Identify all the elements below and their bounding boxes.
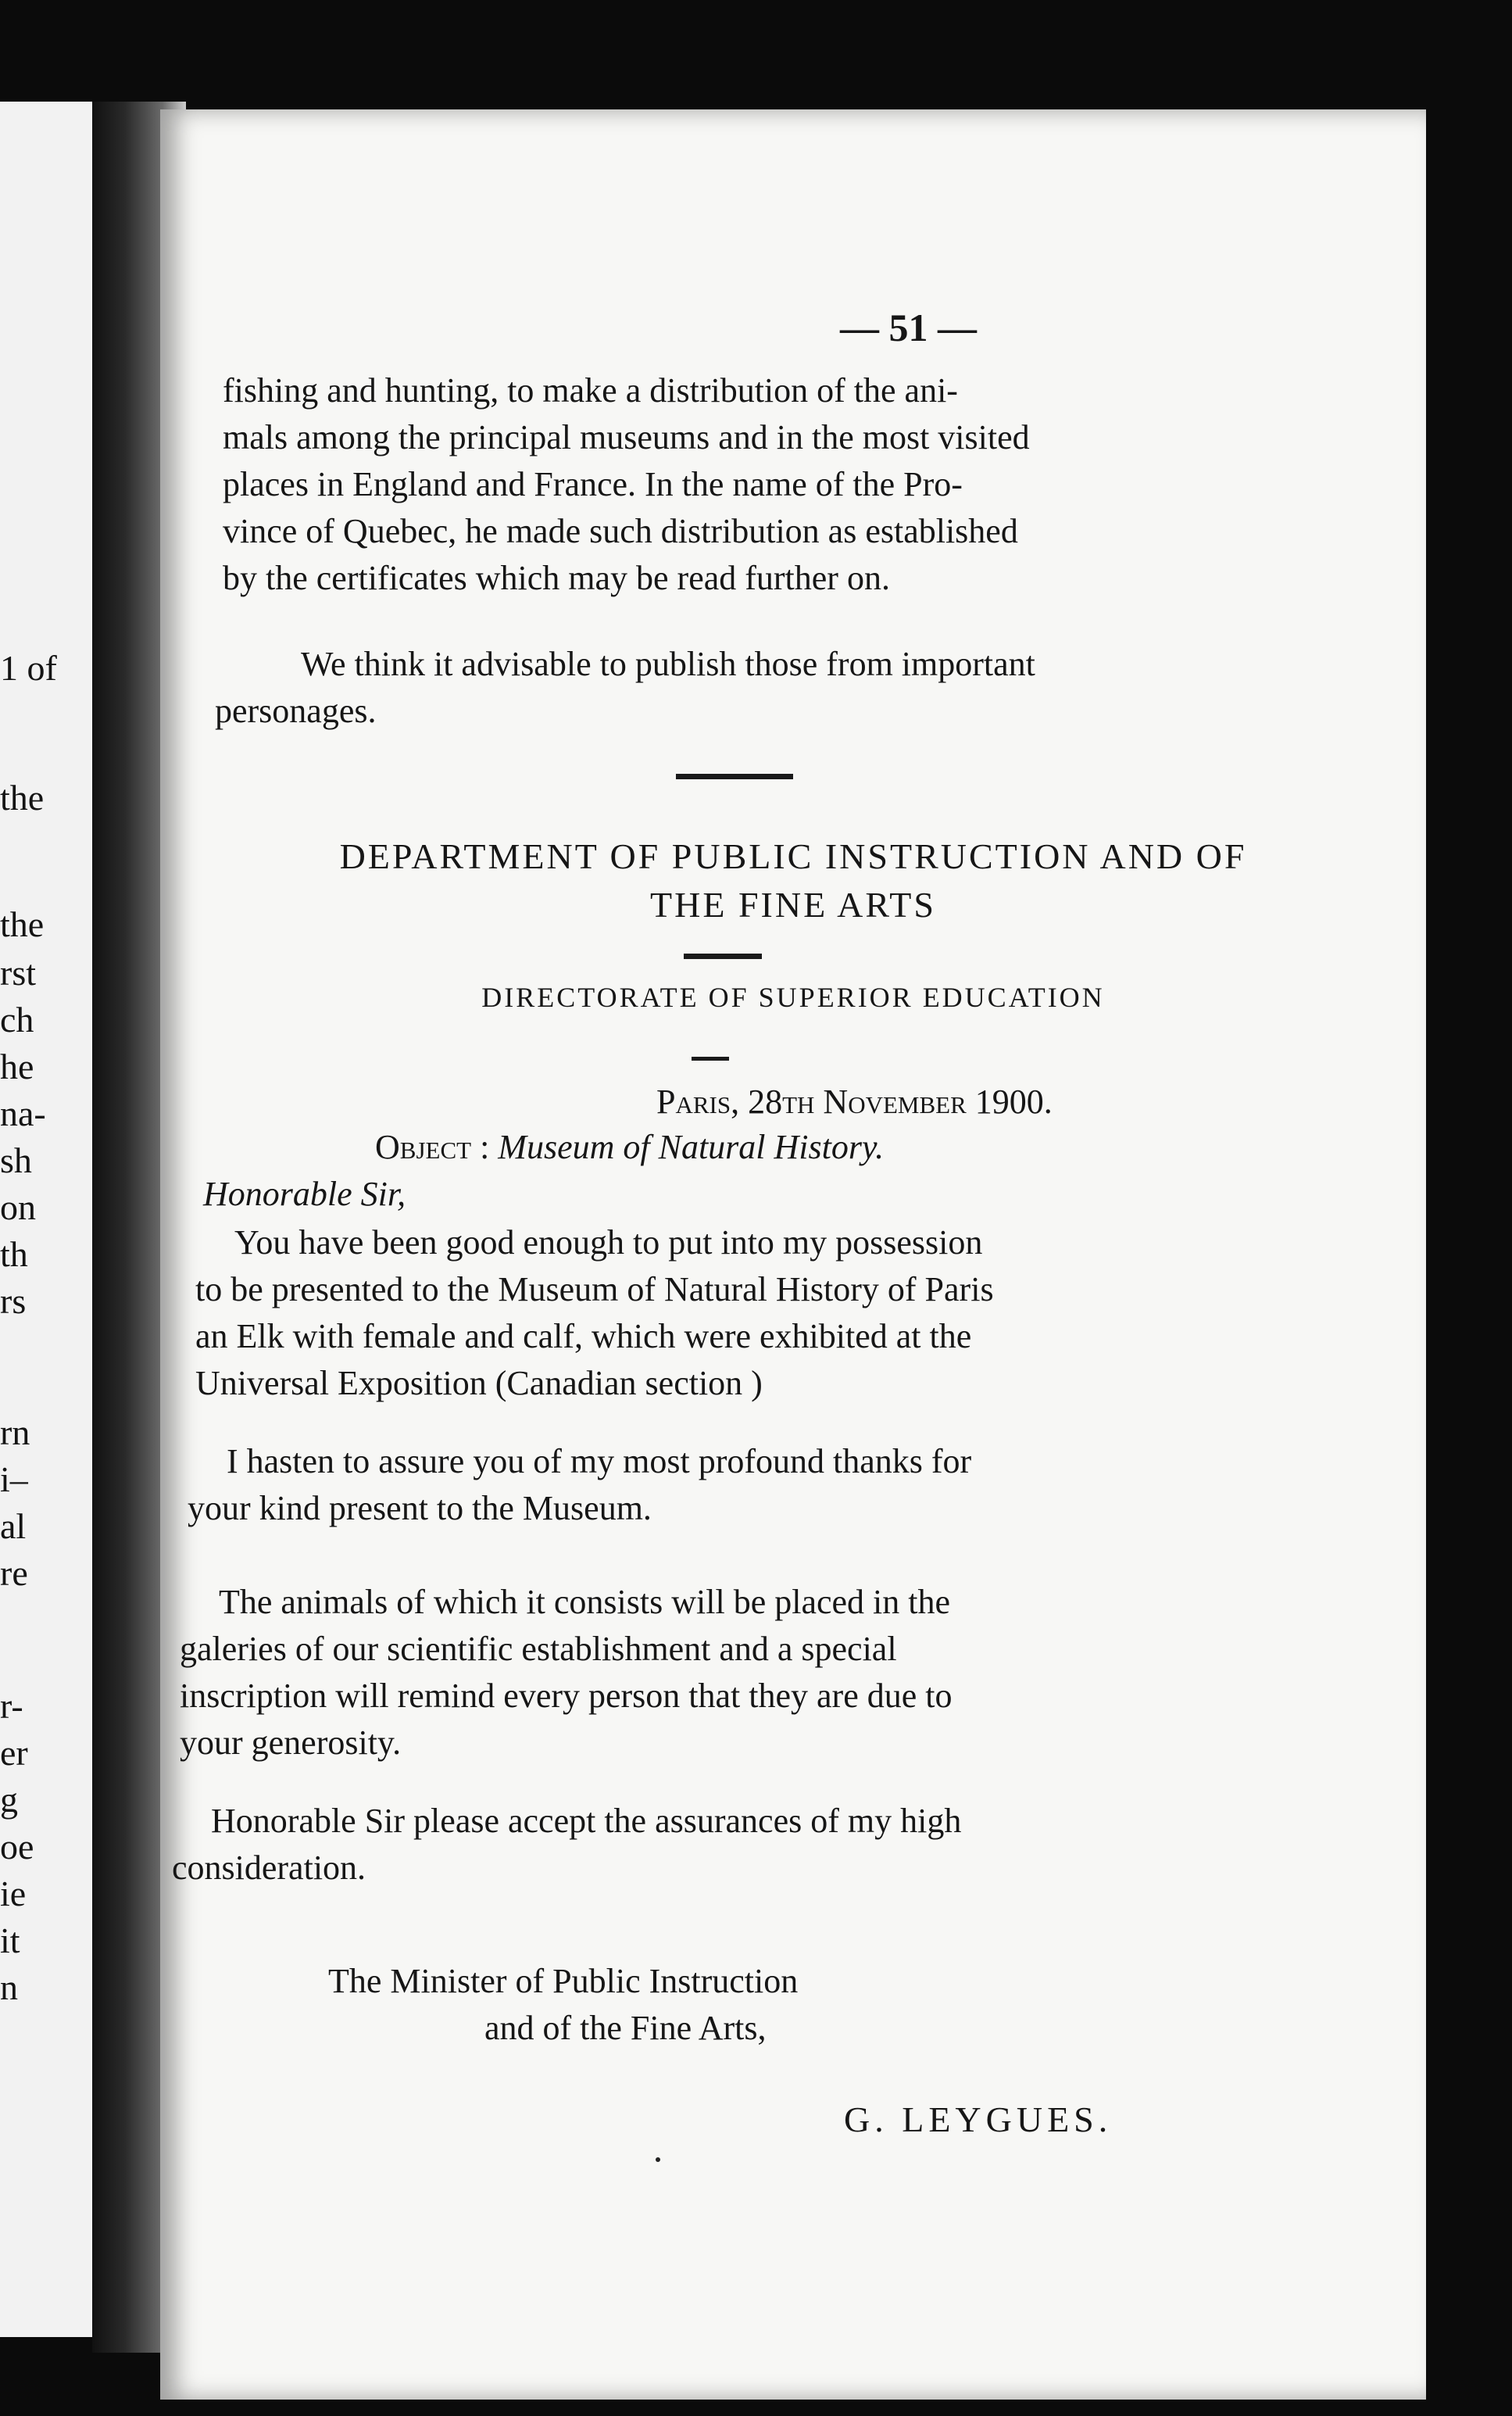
heading-line: THE FINE ARTS — [650, 885, 936, 925]
place-date: Paris, 28th November 1900. — [656, 1083, 1053, 1121]
closing-line: and of the Fine Arts, — [484, 2009, 767, 2047]
object-line — [375, 1124, 884, 1171]
facing-page-fragment: r- — [0, 1686, 23, 1726]
facing-page-fragment: ie — [0, 1874, 27, 1913]
object-value: Museum of Natural History. — [498, 1128, 885, 1166]
facing-page-fragment: sh — [0, 1140, 32, 1180]
heading-line: DEPARTMENT OF PUBLIC INSTRUCTION AND OF — [339, 836, 1247, 876]
closing — [328, 1958, 798, 2052]
book-page — [160, 109, 1426, 2400]
salutation: Honorable Sir, — [203, 1175, 406, 1213]
facing-page-fragment: rst — [0, 953, 36, 993]
facing-page-fragment: al — [0, 1506, 27, 1546]
text-line: Universal Exposition (Canadian section ) — [195, 1364, 763, 1402]
facing-page-fragment: on — [0, 1187, 36, 1227]
text-line: personages. — [215, 692, 377, 730]
facing-page-fragment: i– — [0, 1459, 28, 1499]
short-divider — [692, 1057, 729, 1061]
page-number: — 51 — — [840, 306, 977, 349]
directorate-heading: DIRECTORATE OF SUPERIOR EDUCATION — [481, 982, 1105, 1013]
facing-page-fragment: na- — [0, 1093, 46, 1133]
text-line: Honorable Sir please accept the assurances of my high — [211, 1802, 962, 1840]
text-line: We think it advisable to publish those from important — [301, 645, 1035, 683]
text-line: vince of Quebec, he made such distribution as established — [223, 512, 1018, 550]
text-line: You have been good enough to put into my possession — [234, 1223, 983, 1262]
note-paragraph — [215, 641, 1035, 735]
text-line: galeries of our scientific establishment and a special — [180, 1630, 897, 1668]
object-label: Object : — [375, 1128, 490, 1166]
facing-page-fragment: oe — [0, 1827, 34, 1867]
intro-paragraph — [223, 367, 1030, 602]
letter-paragraph — [188, 1438, 971, 1532]
text-line: inscription will remind every person that they are due to — [180, 1677, 953, 1715]
department-heading — [207, 832, 1379, 929]
text-line: to be presented to the Museum of Natural History of Paris — [195, 1270, 994, 1308]
facing-page-fragment: ch — [0, 1000, 34, 1040]
text-line: places in England and France. In the name of the Pro- — [223, 465, 963, 503]
text-line: your kind present to the Museum. — [188, 1489, 652, 1527]
text-line: your generosity. — [180, 1723, 402, 1762]
text-line: mals among the principal museums and in the most visited — [223, 418, 1030, 456]
text-line: The animals of which it consists will be placed in the — [219, 1583, 951, 1621]
text-line: an Elk with female and calf, which were exhibited at the — [195, 1317, 972, 1355]
letter-paragraph — [172, 1798, 961, 1892]
signature: G. LEYGUES. — [844, 2099, 1113, 2139]
facing-page-fragment: g — [0, 1780, 18, 1820]
facing-page-fragment: n — [0, 1967, 18, 2007]
letter-paragraph — [195, 1219, 994, 1407]
closing-line: The Minister of Public Instruction — [328, 1962, 799, 2000]
text-line: I hasten to assure you of my most profound thanks for — [227, 1442, 972, 1480]
facing-page-fragment: re — [0, 1553, 28, 1593]
facing-page-fragment: th — [0, 1234, 28, 1274]
ink-speck — [656, 2157, 660, 2162]
facing-page-fragment: the — [0, 778, 45, 818]
facing-page-fragment: he — [0, 1047, 34, 1086]
facing-page-fragment: er — [0, 1733, 28, 1773]
section-divider — [684, 954, 762, 959]
facing-page-fragment: rn — [0, 1412, 30, 1452]
text-line: by the certificates which may be read further on. — [223, 559, 890, 597]
letter-paragraph — [180, 1579, 953, 1766]
section-divider — [676, 774, 793, 779]
facing-page-fragment: rs — [0, 1281, 27, 1321]
facing-page-fragment: 1 of — [0, 648, 57, 688]
text-line: consideration. — [172, 1849, 366, 1887]
facing-page-fragment: it — [0, 1920, 20, 1960]
text-line: fishing and hunting, to make a distribution of the ani- — [223, 371, 958, 410]
facing-page-fragment: the — [0, 904, 45, 944]
